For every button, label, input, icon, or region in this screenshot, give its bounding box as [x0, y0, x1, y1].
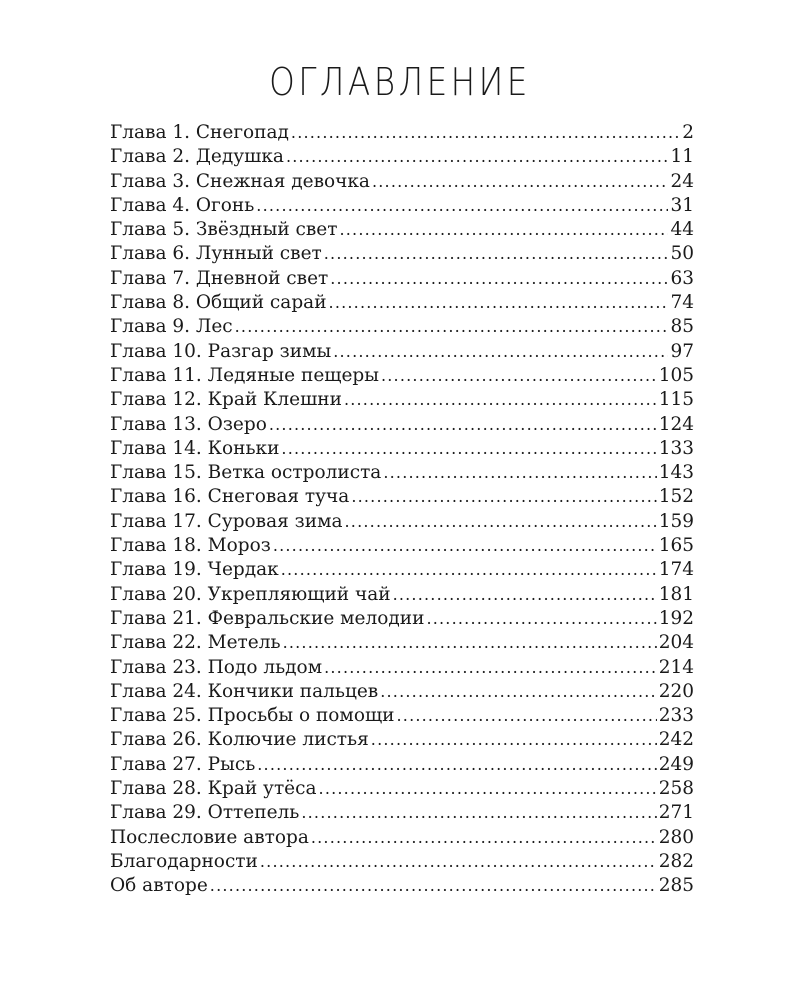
dot-leader	[269, 413, 657, 437]
toc-entry[interactable]	[110, 170, 694, 194]
dot-leader	[380, 680, 656, 704]
toc-entry-label: Глава 17. Суровая зима	[110, 510, 343, 532]
toc-entry-page-number: 143	[658, 462, 694, 484]
toc-entry[interactable]	[110, 631, 694, 655]
toc-entry[interactable]	[110, 583, 694, 607]
toc-entry-label: Об авторе	[110, 875, 208, 897]
toc-entry-label: Благодарности	[110, 850, 258, 872]
dot-leader	[257, 753, 656, 777]
toc-entry-page-number: 174	[658, 559, 694, 581]
toc-entry-page-number: 11	[670, 146, 694, 168]
dot-leader	[345, 510, 657, 534]
toc-entry[interactable]	[110, 753, 694, 777]
dot-leader	[324, 656, 657, 680]
dot-leader	[281, 558, 657, 582]
toc-entry-label: Глава 11. Ледяные пещеры	[110, 364, 379, 386]
dot-leader	[311, 826, 657, 850]
toc-entry-page-number: 220	[658, 680, 694, 702]
toc-entry[interactable]	[110, 364, 694, 388]
dot-leader	[210, 874, 657, 898]
toc-entry[interactable]	[110, 607, 694, 631]
toc-entry[interactable]	[110, 801, 694, 825]
toc-entry[interactable]	[110, 218, 694, 242]
toc-entry-label: Глава 24. Кончики пальцев	[110, 680, 379, 702]
toc-entry-page-number: 44	[670, 219, 694, 241]
dot-leader	[397, 704, 657, 728]
toc-entry-page-number: 63	[670, 267, 694, 289]
toc-entry-page-number: 258	[658, 778, 694, 800]
dot-leader	[372, 170, 668, 194]
toc-entry[interactable]	[110, 534, 694, 558]
toc-entry-label: Глава 20. Укрепляющий чай	[110, 583, 391, 605]
dot-leader	[235, 315, 669, 339]
dot-leader	[273, 534, 657, 558]
toc-entry-page-number: 24	[670, 170, 694, 192]
toc-entry-page-number: 204	[658, 632, 694, 654]
toc-entry-page-number: 242	[658, 729, 694, 751]
toc-entry-page-number: 159	[658, 510, 694, 532]
toc-entry-page-number: 74	[670, 292, 694, 314]
dot-leader	[324, 242, 669, 266]
toc-entry[interactable]	[110, 291, 694, 315]
dot-leader	[330, 267, 668, 291]
toc-entry-label: Глава 22. Метель	[110, 632, 281, 654]
toc-entry-label: Глава 19. Чердак	[110, 559, 279, 581]
toc-entry-page-number: 152	[658, 486, 694, 508]
toc-entry[interactable]	[110, 826, 694, 850]
toc-entry[interactable]	[110, 315, 694, 339]
dot-leader	[301, 801, 656, 825]
dot-leader	[283, 631, 657, 655]
toc-entry-label: Глава 26. Колючие листья	[110, 729, 369, 751]
toc-entry[interactable]	[110, 656, 694, 680]
toc-entry-page-number: 133	[658, 437, 694, 459]
toc-entry-page-number: 271	[658, 802, 694, 824]
toc-entry-label: Глава 16. Снеговая туча	[110, 486, 350, 508]
toc-entry[interactable]	[110, 704, 694, 728]
toc-entry[interactable]	[110, 194, 694, 218]
dot-leader	[381, 364, 657, 388]
dot-leader	[333, 340, 668, 364]
dot-leader	[256, 194, 668, 218]
toc-entry-page-number: 115	[658, 389, 694, 411]
toc-entry-page-number: 50	[670, 243, 694, 265]
toc-entry-label: Послесловие автора	[110, 826, 309, 848]
toc-entry-page-number: 105	[658, 364, 694, 386]
toc-entry[interactable]	[110, 850, 694, 874]
toc-entry-label: Глава 7. Дневной свет	[110, 267, 329, 289]
toc-entry-label: Глава 1. Снегопад	[110, 122, 289, 143]
toc-entry-page-number: 285	[658, 875, 694, 897]
dot-leader	[371, 728, 657, 752]
toc-entry[interactable]	[110, 145, 694, 169]
toc-entry-page-number: 124	[658, 413, 694, 435]
dot-leader	[339, 218, 668, 242]
toc-entry[interactable]	[110, 413, 694, 437]
dot-leader	[344, 388, 657, 412]
dot-leader	[286, 145, 669, 169]
toc-entry[interactable]	[110, 461, 694, 485]
toc-entry-label: Глава 18. Мороз	[110, 535, 271, 557]
toc-entry-label: Глава 6. Лунный свет	[110, 243, 322, 265]
dot-leader	[329, 291, 669, 315]
toc-entry-label: Глава 4. Огонь	[110, 194, 255, 216]
toc-entry-page-number: 85	[670, 316, 694, 338]
dot-leader	[291, 121, 680, 145]
toc-entry-label: Глава 15. Ветка остролиста	[110, 462, 382, 484]
toc-entry-label: Глава 13. Озеро	[110, 413, 267, 435]
dot-leader	[319, 777, 657, 801]
toc-entry-label: Глава 29. Оттепель	[110, 802, 300, 824]
toc-entry[interactable]	[110, 437, 694, 461]
toc-entry-page-number: 97	[670, 340, 694, 362]
toc-entry-page-number: 181	[658, 583, 694, 605]
toc-entry-label: Глава 14. Коньки	[110, 437, 280, 459]
toc-entry-label: Глава 5. Звёздный свет	[110, 219, 338, 241]
toc-entry-page-number: 233	[658, 705, 694, 727]
dot-leader	[426, 607, 656, 631]
toc-entry-page-number: 282	[658, 850, 694, 872]
page-title: ОГЛАВЛЕНИЕ	[269, 60, 531, 104]
toc-entry-label: Глава 28. Край утёса	[110, 778, 317, 800]
toc-entry-label: Глава 8. Общий сарай	[110, 292, 327, 314]
toc-entry-label: Глава 9. Лес	[110, 316, 233, 338]
toc-entry-page-number: 249	[658, 753, 694, 775]
toc-entry-label: Глава 21. Февральские мелодии	[110, 607, 425, 629]
dot-leader	[260, 850, 657, 874]
toc-entry-label: Глава 23. Подо льдом	[110, 656, 323, 678]
toc-entry[interactable]	[110, 558, 694, 582]
toc-entry-page-number: 280	[658, 826, 694, 848]
toc-entry[interactable]	[110, 485, 694, 509]
toc-entry-label: Глава 27. Рысь	[110, 753, 256, 775]
toc-entry[interactable]	[110, 388, 694, 412]
toc-entry[interactable]	[110, 267, 694, 291]
toc-entry[interactable]	[110, 728, 694, 752]
toc-list	[110, 121, 694, 899]
dot-leader	[351, 485, 656, 509]
toc-entry-label: Глава 10. Разгар зимы	[110, 340, 332, 362]
toc-entry[interactable]	[110, 777, 694, 801]
toc-entry-label: Глава 12. Край Клешни	[110, 389, 342, 411]
toc-entry-page-number: 31	[670, 194, 694, 216]
toc-entry-page-number: 192	[658, 607, 694, 629]
toc-entry-page-number: 2	[682, 122, 694, 143]
toc-entry[interactable]	[110, 121, 694, 145]
toc-entry-page-number: 165	[658, 535, 694, 557]
toc-entry[interactable]	[110, 340, 694, 364]
dot-leader	[383, 461, 656, 485]
dot-leader	[281, 437, 656, 461]
toc-entry-label: Глава 2. Дедушка	[110, 146, 284, 168]
toc-entry-page-number: 214	[658, 656, 694, 678]
toc-entry[interactable]	[110, 510, 694, 534]
toc-entry[interactable]	[110, 242, 694, 266]
toc-entry-label: Глава 3. Снежная девочка	[110, 170, 370, 192]
toc-entry[interactable]	[110, 680, 694, 704]
toc-entry-label: Глава 25. Просьбы о помощи	[110, 705, 395, 727]
dot-leader	[393, 583, 657, 607]
toc-entry[interactable]	[110, 874, 694, 898]
